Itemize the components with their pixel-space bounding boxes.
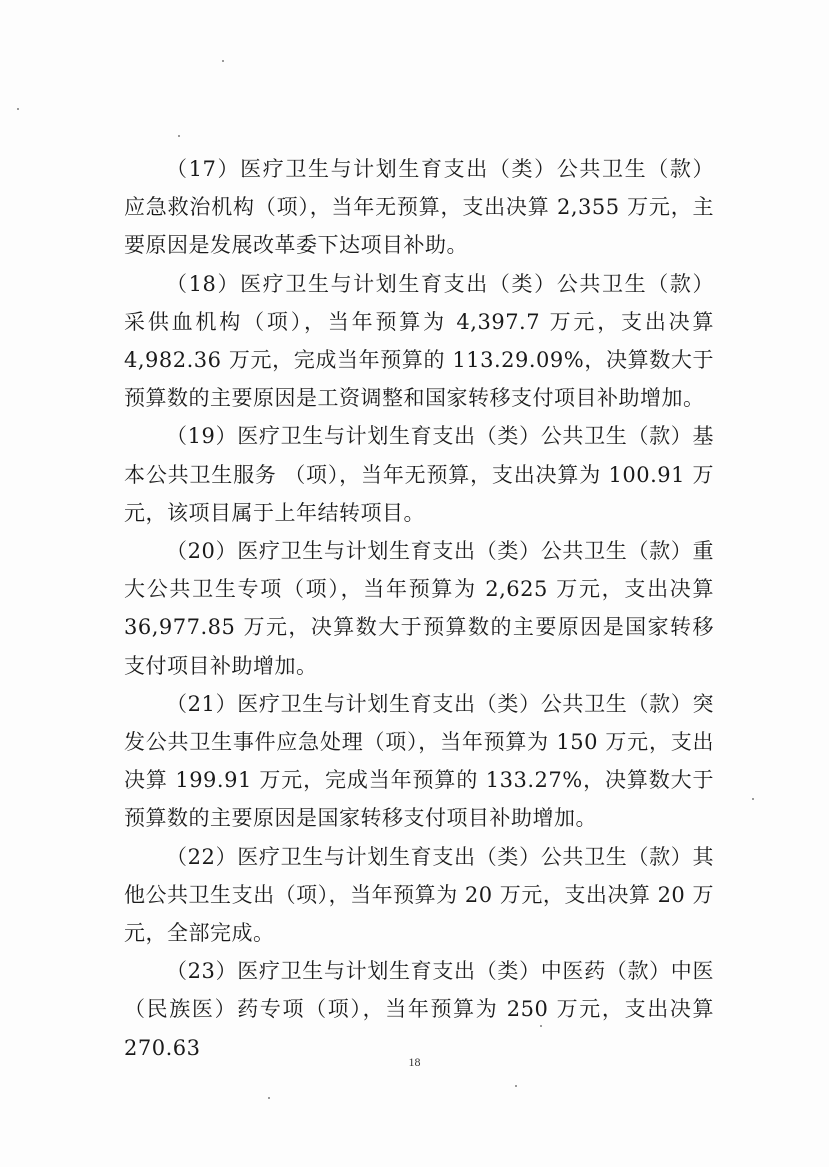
paragraph-18: （18）医疗卫生与计划生育支出（类）公共卫生（款） 采供血机构（项），当年预算为 4,397.7 万元，支出决算 4,982.36 万元，完成当年预算的 113.29.09%，决算数大于预算数的主要原因是工资调整和国家转移支付项目补助增加。 — [124, 271, 714, 411]
page-number: 18 — [408, 1055, 421, 1069]
scan-speck — [752, 798, 754, 800]
paragraph-17: （17）医疗卫生与计划生育支出（类）公共卫生（款） 应急救治机构（项），当年无预算，支出决算 2,355 万元，主要原因是发展改革委下达项目补助。 — [124, 157, 714, 258]
paragraph-20: （20）医疗卫生与计划生育支出（类）公共卫生（款）重大公共卫生专项（项），当年预算为 2,625 万元，支出决算 36,977.85 万元，决算数大于预算数的主要原因是国家转移支付项目补助增加。 — [124, 539, 714, 678]
scan-speck — [515, 1085, 517, 1087]
body-text — [124, 150, 714, 1067]
scan-speck — [222, 60, 224, 62]
scan-speck — [178, 135, 180, 137]
paragraph-23: （23）医疗卫生与计划生育支出（类）中医药（款）中医（民族医）药专项（项），当年预算为 250 万元，支出决算 270.63 — [124, 959, 714, 1060]
paragraph-19: （19）医疗卫生与计划生育支出（类）公共卫生（款）基本公共卫生服务 （项），当年无预算，支出决算为 100.91 万元，该项目属于上年结转项目。 — [124, 424, 714, 525]
scan-speck — [268, 1097, 270, 1099]
paragraph-21: （21）医疗卫生与计划生育支出（类）公共卫生（款）突发公共卫生事件应急处理（项），当年预算为 150 万元，支出决算 199.91 万元，完成当年预算的 133.27%，决算数大于预算数的主要原因是国家转移支付项目补助增加。 — [124, 691, 714, 831]
paragraph-22: （22）医疗卫生与计划生育支出（类）公共卫生（款）其他公共卫生支出（项），当年预算为 20 万元，支出决算 20 万元，全部完成。 — [124, 844, 714, 946]
scan-speck — [17, 108, 19, 110]
